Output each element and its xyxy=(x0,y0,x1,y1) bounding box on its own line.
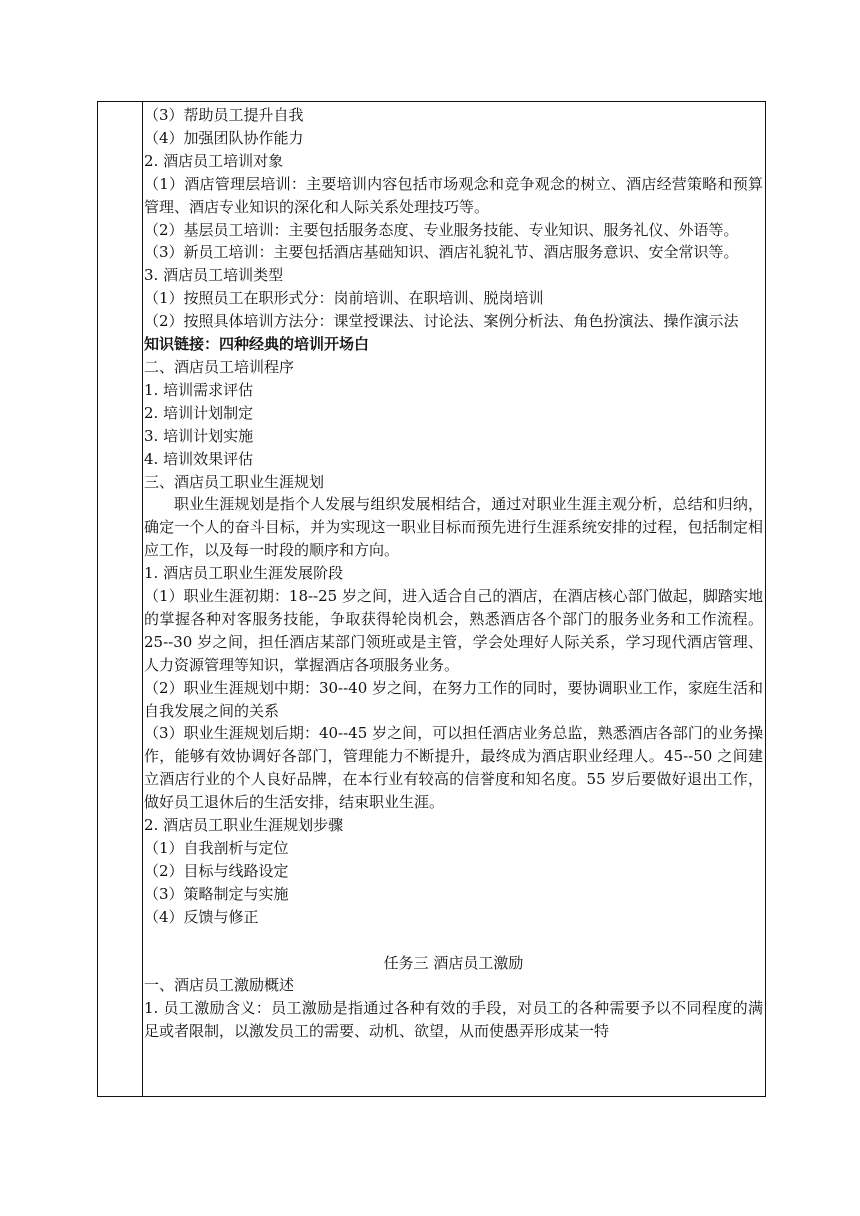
document-table xyxy=(97,101,766,1097)
text-line: （1）职业生涯初期：18--25 岁之间，进入适合自己的酒店，在酒店核心部门做起，脚踏实地的掌握各种对客服务技能，争取获得轮岗机会，熟悉酒店各个部门的服务业务和工作流程。25--30 岁之间，担任酒店某部门领班或是主管，学会处理好人际关系，学习现代酒店管理、人力资源管理等知识，掌握酒店各项服务业务。 xyxy=(144,587,763,674)
section-heading: 任务三 酒店员工激励 xyxy=(383,953,524,972)
text-line: 三、酒店员工职业生涯规划 xyxy=(144,472,325,491)
text-line: （1）酒店管理层培训：主要培训内容包括市场观念和竞争观念的树立、酒店经营策略和预算管理、酒店专业知识的深化和人际关系处理技巧等。 xyxy=(144,174,763,216)
text-line: 1. 培训需求评估 xyxy=(144,380,254,399)
text-line: （2）目标与线路设定 xyxy=(144,861,289,880)
blank-line xyxy=(144,929,763,952)
text-line: （1）按照员工在职形式分：岗前培训、在职培训、脱岗培训 xyxy=(144,289,544,308)
text-line: （3）职业生涯规划后期：40--45 岁之间，可以担任酒店业务总监，熟悉酒店各部门的业务操作，能够有效协调好各部门，管理能力不断提升，最终成为酒店职业经理人。45--50 之间建立酒店行业的个人良好品牌，在本行业有较高的信誉度和知名度。55 岁后要做好退出工作，做好员工退休后的生活安排，结束职业生涯。 xyxy=(144,724,763,812)
text-line: 一、酒店员工激励概述 xyxy=(144,976,295,995)
text-line: 2. 酒店员工职业生涯规划步骤 xyxy=(144,816,344,835)
column-divider xyxy=(142,102,143,1096)
text-line: 3. 酒店员工培训类型 xyxy=(144,266,284,285)
text-line: （3）策略制定与实施 xyxy=(144,884,289,903)
text-line: 1. 酒店员工职业生涯发展阶段 xyxy=(144,564,344,583)
text-line: 2. 酒店员工培训对象 xyxy=(144,151,284,170)
text-line: （4）加强团队协作能力 xyxy=(144,128,304,147)
text-line: （2）职业生涯规划中期：30--40 岁之间，在努力工作的同时，要协调职业工作，家庭生活和自我发展之间的关系 xyxy=(144,678,763,720)
text-line: 二、酒店员工培训程序 xyxy=(144,357,295,376)
text-line: 1. 员工激励含义：员工激励是指通过各种有效的手段，对员工的各种需要予以不同程度的满足或者限制，以激发员工的需要、动机、欲望，从而使愚弄形成某一特 xyxy=(144,999,763,1041)
text-line: （1）自我剖析与定位 xyxy=(144,839,289,857)
text-line: （3）新员工培训：主要包括酒店基础知识、酒店礼貌礼节、酒店服务意识、安全常识等。 xyxy=(144,243,739,262)
text-line: 职业生涯规划是指个人发展与组织发展相结合，通过对职业生涯主观分析，总结和归纳，确定一个人的奋斗目标，并为实现这一职业目标而预先进行生涯系统安排的过程，包括制定相应工作，以及每一时段的顺序和方向。 xyxy=(144,495,763,560)
text-line: 3. 培训计划实施 xyxy=(144,426,254,445)
text-line: 4. 培训效果评估 xyxy=(144,449,254,468)
text-line: （2）基层员工培训：主要包括服务态度、专业服务技能、专业知识、服务礼仪、外语等。 xyxy=(144,220,739,239)
text-line: 2. 培训计划制定 xyxy=(144,403,254,422)
text-line: （4）反馈与修正 xyxy=(144,907,259,926)
content-cell xyxy=(144,104,763,1043)
text-line: （3）帮助员工提升自我 xyxy=(144,106,304,124)
knowledge-link-heading: 知识链接：四种经典的培训开场白 xyxy=(144,335,370,354)
text-line: （2）按照具体培训方法分：课堂授课法、讨论法、案例分析法、角色扮演法、操作演示法 xyxy=(144,312,739,331)
